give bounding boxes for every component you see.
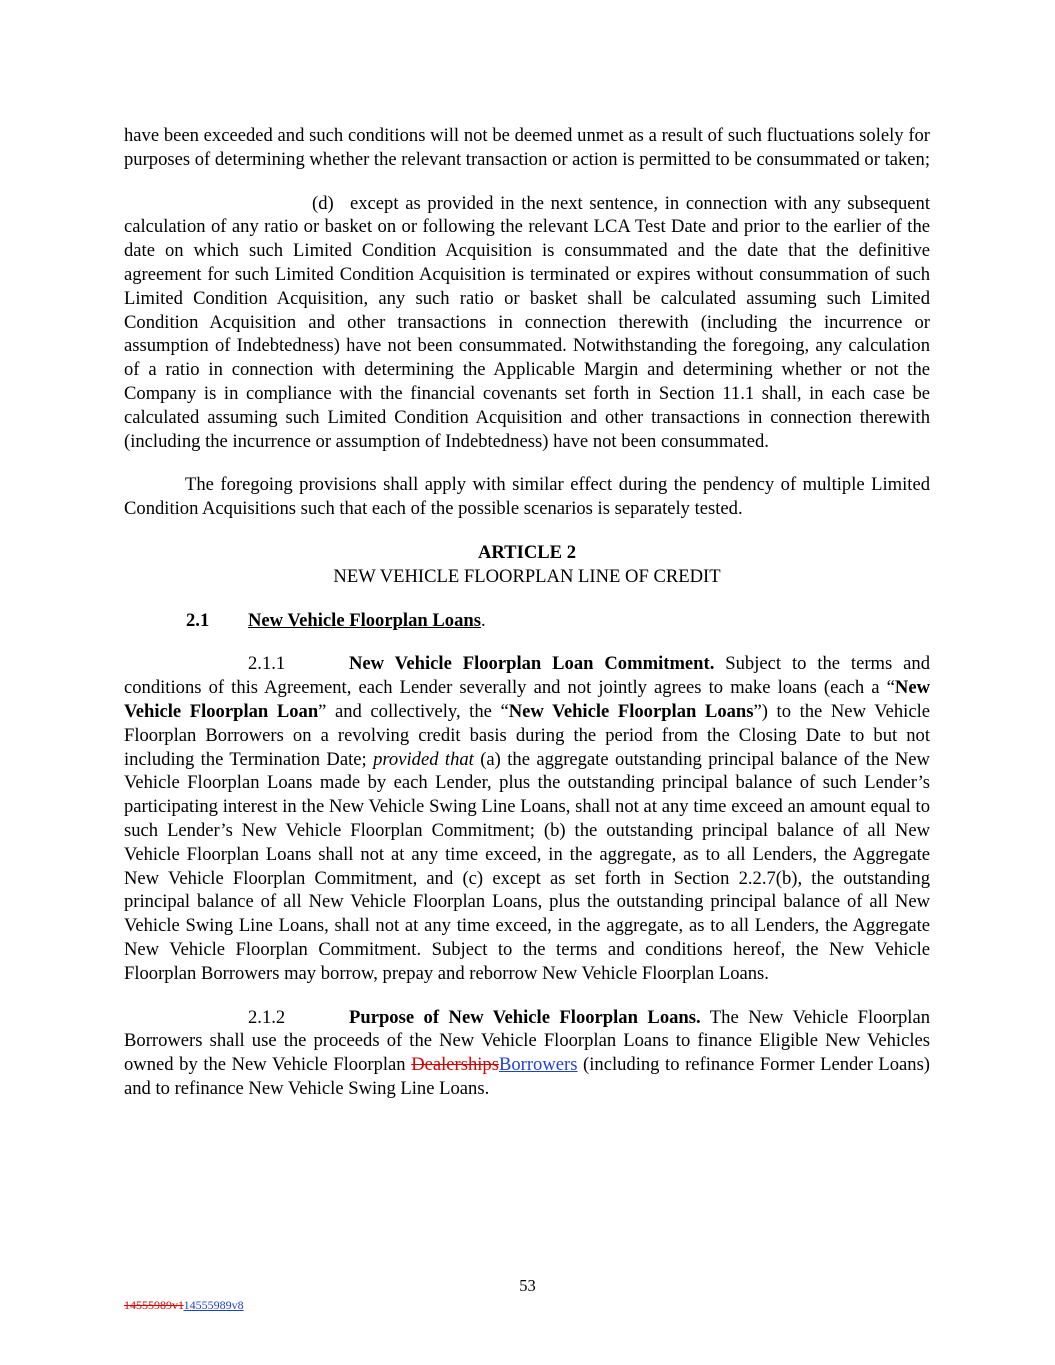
paragraph-continuation: have been exceeded and such conditions will not be deemed unmet as a result of such fluctuations solely for purposes of determining whether the relevant transaction or action is permitted to be consummated or taken; <box>124 125 930 170</box>
docid-inserted: 14555989v8 <box>183 1298 244 1312</box>
subsection-number: 2.1.1 <box>248 653 286 675</box>
proviso: provided that <box>373 748 474 770</box>
text-run: The New Vehicle Floorplan Borrowers shall use the proceeds of the New Vehicle Floorplan Loans to finance Eligible New Vehicles owned by the New Vehicle Floorplan <box>124 1006 930 1076</box>
section-2-1-2 <box>124 1006 930 1101</box>
article-number: ARTICLE 2 <box>477 541 577 563</box>
inserted-text: Borrowers <box>498 1054 578 1076</box>
section-2-1-heading <box>124 609 930 633</box>
document-id <box>124 1298 244 1313</box>
section-title: New Vehicle Floorplan Loans <box>248 609 481 631</box>
docid-deleted: 14555989v1 <box>124 1298 184 1312</box>
deleted-text: Dealerships <box>411 1054 499 1076</box>
subsection-heading: Purpose of New Vehicle Floorplan Loans. <box>349 1006 701 1028</box>
text-run: Subject to the terms and conditions of this Agreement, each Lender severally and not jointly agrees to make loans (each a “ <box>124 653 930 699</box>
section-number: 2.1 <box>186 609 210 631</box>
clause-text: except as provided in the next sentence, in connection with any subsequent calculation of any ratio or basket on or following the relevant LCA Test Date and prior to the earlier of the date on which such Limited Condition Acquisition is consummated and the date that the definitive agreement for such Limited Condition Acquisition is terminated or expires without consummation of such Limited Condition Acquisition, any such ratio or basket shall be calculated assuming such Limited Condition Acquisition and other transactions in connection therewith (including the incurrence or assumption of Indebtedness) have not been consummated. Notwithstanding the foregoing, any calculation of a ratio in connection with determining the Applicable Margin and determining whether or not the Company is in compliance with the financial covenants set forth in Section 11.1 shall, in each case be calculated assuming such Limited Condition Acquisition and other transactions in connection therewith (including the incurrence or assumption of Indebtedness) have not been consummated. <box>124 192 930 452</box>
defined-term: New Vehicle Floorplan Loans <box>508 700 754 722</box>
clause-label: (d) <box>312 192 334 214</box>
article-title: NEW VEHICLE FLOORPLAN LINE OF CREDIT <box>333 565 721 587</box>
text-run: ”) to the New Vehicle Floorplan Borrowers on a revolving credit basis during the period from the Closing Date to but not including the Termination Date; <box>124 700 930 770</box>
paragraph-d <box>124 192 930 454</box>
section-2-1-1 <box>124 652 930 985</box>
defined-term: New Vehicle Floorplan Loan <box>124 677 930 722</box>
text-run: (a) the aggregate outstanding principal balance of the New Vehicle Floorplan Loans made by each Lender, plus the outstanding principal balance of such Lender’s participating interest in the New Vehicle Swing Line Loans, shall not at any time exceed an amount equal to such Lender’s New Vehicle Floorplan Commitment; (b) the outstanding principal balance of all New Vehicle Floorplan Loans shall not at any time exceed, in the aggregate, as to all Lenders, the Aggregate New Vehicle Floorplan Commitment, and (c) except as set forth in Section 2.2.7(b), the outstanding principal balance of all New Vehicle Floorplan Loans, plus the outstanding principal balance of all New Vehicle Swing Line Loans, shall not at any time exceed, in the aggregate, as to all Lenders, the Aggregate New Vehicle Floorplan Commitment. Subject to the terms and conditions hereof, the New Vehicle Floorplan Borrowers may borrow, prepay and reborrow New Vehicle Floorplan Loans. <box>124 748 930 984</box>
page-number: 53 <box>519 1276 536 1295</box>
article-heading <box>124 541 930 589</box>
document-page <box>124 124 930 1121</box>
paragraph-foregoing: The foregoing provisions shall apply with similar effect during the pendency of multiple Limited Condition Acquisitions such that each of the possible scenarios is separately tested. <box>124 474 930 520</box>
subsection-heading: New Vehicle Floorplan Loan Commitment. <box>349 653 715 675</box>
text-run: ” and collectively, the “ <box>318 700 509 722</box>
subsection-number: 2.1.2 <box>248 1006 286 1028</box>
section-title-period: . <box>480 609 486 631</box>
text-run: (including to refinance Former Lender Loans) and to refinance New Vehicle Swing Line Loans. <box>124 1054 930 1099</box>
